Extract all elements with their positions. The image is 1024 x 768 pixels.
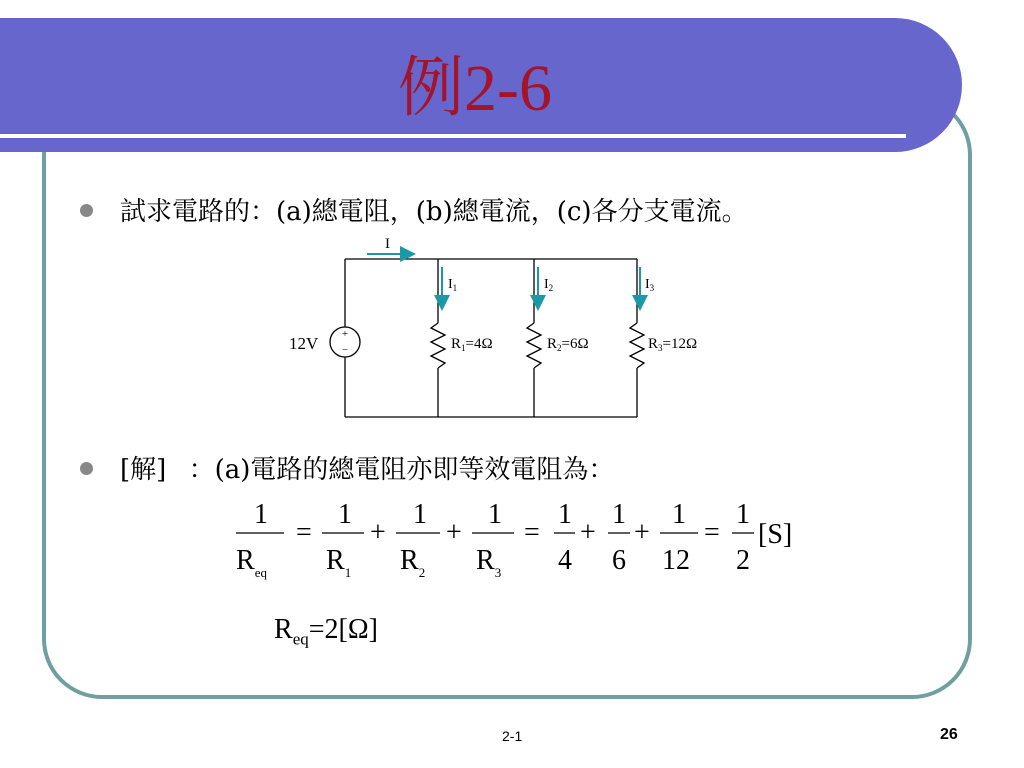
- equals-sign: =: [704, 517, 720, 548]
- solution-prefix: [解]: [120, 455, 167, 485]
- slide-title: 例2-6: [398, 52, 552, 125]
- title-underline: [0, 134, 906, 138]
- value2-denominator: 6: [612, 545, 626, 576]
- page-number: 26: [940, 726, 958, 743]
- plus-sign: +: [370, 517, 386, 548]
- result-numerator: 1: [736, 499, 750, 530]
- circuit-diagram: [285, 233, 725, 425]
- source-label: 12V: [289, 334, 319, 353]
- result-unit: [S]: [758, 519, 793, 550]
- value3-denominator: 12: [662, 545, 690, 576]
- source-minus: −: [341, 344, 349, 356]
- resistor1-label: $R_1=4\Omega$: [451, 336, 493, 353]
- solution-text: (a)電路的總電阻亦即等效電阻為：: [214, 455, 615, 485]
- equals-sign: =: [296, 517, 312, 548]
- equals-sign: =: [524, 517, 540, 548]
- source-plus: +: [341, 328, 349, 340]
- branch3-current-label: $I_3$: [645, 277, 655, 293]
- bullet-dot: [80, 462, 93, 475]
- lhs-denominator: $R_{eq}$: [236, 545, 267, 580]
- bullet-problem: 試求電路的：(a)總電阻，(b)總電流，(c)各分支電流。: [120, 197, 748, 227]
- term1-denominator: $R_1$: [326, 545, 352, 580]
- term3-numerator: 1: [488, 499, 502, 530]
- value1-numerator: 1: [558, 499, 572, 530]
- term2-denominator: $R_2$: [400, 545, 426, 580]
- equivalent-resistance-equation: [230, 495, 810, 590]
- value3-numerator: 1: [672, 499, 686, 530]
- result-denominator: 2: [736, 545, 750, 576]
- branch2-current-label: $I_2$: [544, 277, 554, 293]
- circuit-wires: [345, 259, 644, 417]
- term2-numerator: 1: [413, 499, 427, 530]
- solution-colon: ：: [188, 455, 215, 485]
- plus-sign: +: [580, 517, 596, 548]
- bullet-solution: [120, 449, 614, 486]
- resistor2-label: $R_2=6\Omega$: [547, 336, 589, 353]
- value1-denominator: 4: [558, 545, 572, 576]
- footer-section: 2-1: [502, 728, 523, 744]
- term1-numerator: 1: [338, 499, 352, 530]
- total-current-label: I: [385, 236, 390, 252]
- equivalent-resistance-result: $R_{eq}=2[\Omega]$: [274, 614, 378, 649]
- bullet-dot: [80, 204, 93, 217]
- resistor3-label: $R_3=12\Omega$: [648, 336, 698, 353]
- plus-sign: +: [446, 517, 462, 548]
- term3-denominator: $R_3$: [476, 545, 502, 580]
- branch1-current-label: $I_1$: [448, 277, 458, 293]
- lhs-numerator: 1: [254, 499, 268, 530]
- value2-numerator: 1: [612, 499, 626, 530]
- plus-sign: +: [634, 517, 650, 548]
